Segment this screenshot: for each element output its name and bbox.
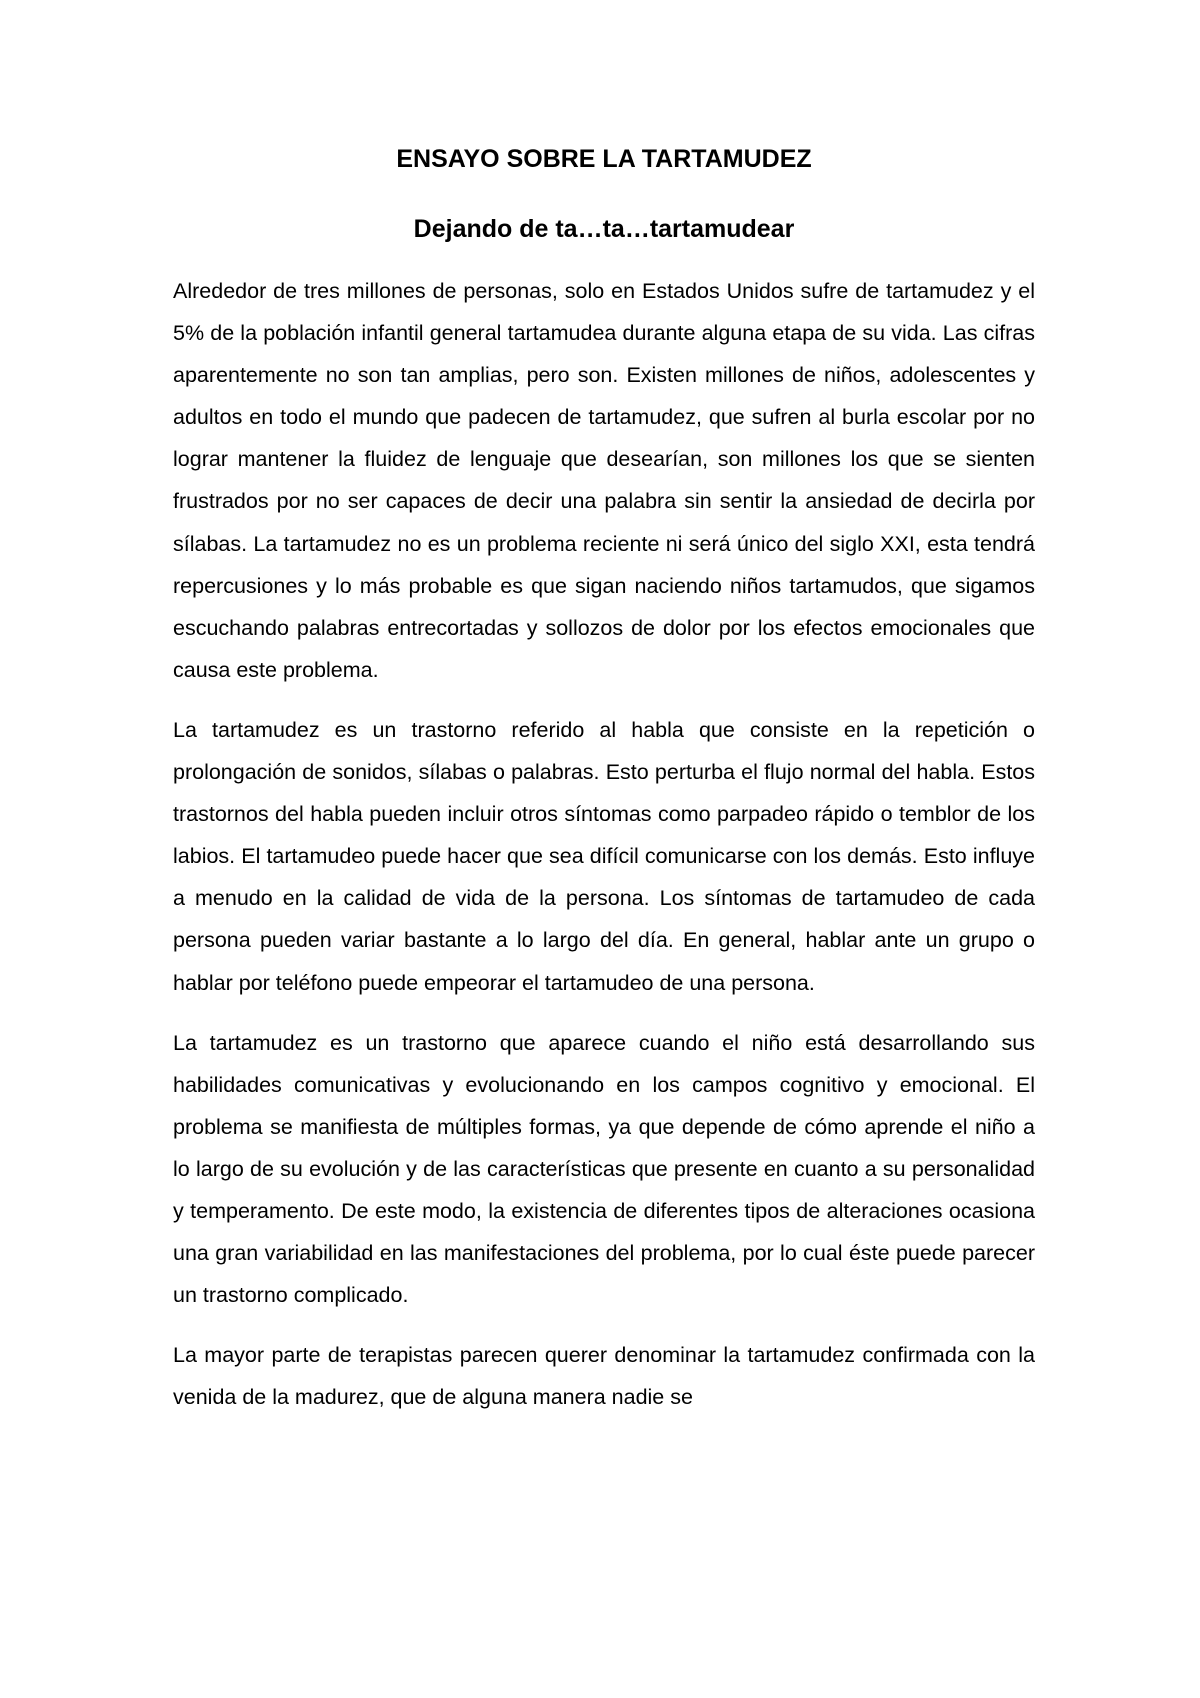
document-body: [173, 138, 1035, 1418]
paragraph-2: La tartamudez es un trastorno referido al habla que consiste en la repetición o prolongación de sonidos, sílabas o palabras. Esto perturba el flujo normal del habla. Estos trastornos del habla pueden incluir otros síntomas como parpadeo rápido o temblor de los labios. El tartamudeo puede hacer que sea difícil comunicarse con los demás. Esto influye a menudo en la calidad de vida de la persona. Los síntomas de tartamudeo de cada persona pueden variar bastante a lo largo del día. En general, hablar ante un grupo o hablar por teléfono puede empeorar el tartamudeo de una persona.: [173, 717, 1035, 995]
paragraph-3: La tartamudez es un trastorno que aparece cuando el niño está desarrollando sus habilidades comunicativas y evolucionando en los campos cognitivo y emocional. El problema se manifiesta de múltiples formas, ya que depende de cómo aprende el niño a lo largo de su evolución y de las características que presente en cuanto a su personalidad y temperamento. De este modo, la existencia de diferentes tipos de alteraciones ocasiona una gran variabilidad en las manifestaciones del problema, por lo cual éste puede parecer un trastorno complicado.: [173, 1030, 1035, 1308]
paragraph-4: La mayor parte de terapistas parecen querer denominar la tartamudez confirmada con la venida de la madurez, que de alguna manera nadie se: [173, 1343, 1035, 1410]
document-subtitle: Dejando de ta…ta…tartamudear: [413, 215, 795, 243]
document-title: ENSAYO SOBRE LA TARTAMUDEZ: [396, 145, 812, 173]
paragraph-1: Alrededor de tres millones de personas, solo en Estados Unidos sufre de tartamudez y el 5% de la población infantil general tartamudea durante alguna etapa de su vida. Las cifras aparentemente no son tan amplias, pero son. Existen millones de niños, adolescentes y adultos en todo el mundo que padecen de tartamudez, que sufren al burla escolar por no lograr mantener la fluidez de lenguaje que desearían, son millones los que se sienten frustrados por no ser capaces de decir una palabra sin sentir la ansiedad de decirla por sílabas. La tartamudez no es un problema reciente ni será único del siglo XXI, esta tendrá repercusiones y lo más probable es que sigan naciendo niños tartamudos, que sigamos escuchando palabras entrecortadas y sollozos de dolor por los efectos emocionales que causa este problema.: [173, 279, 1035, 682]
